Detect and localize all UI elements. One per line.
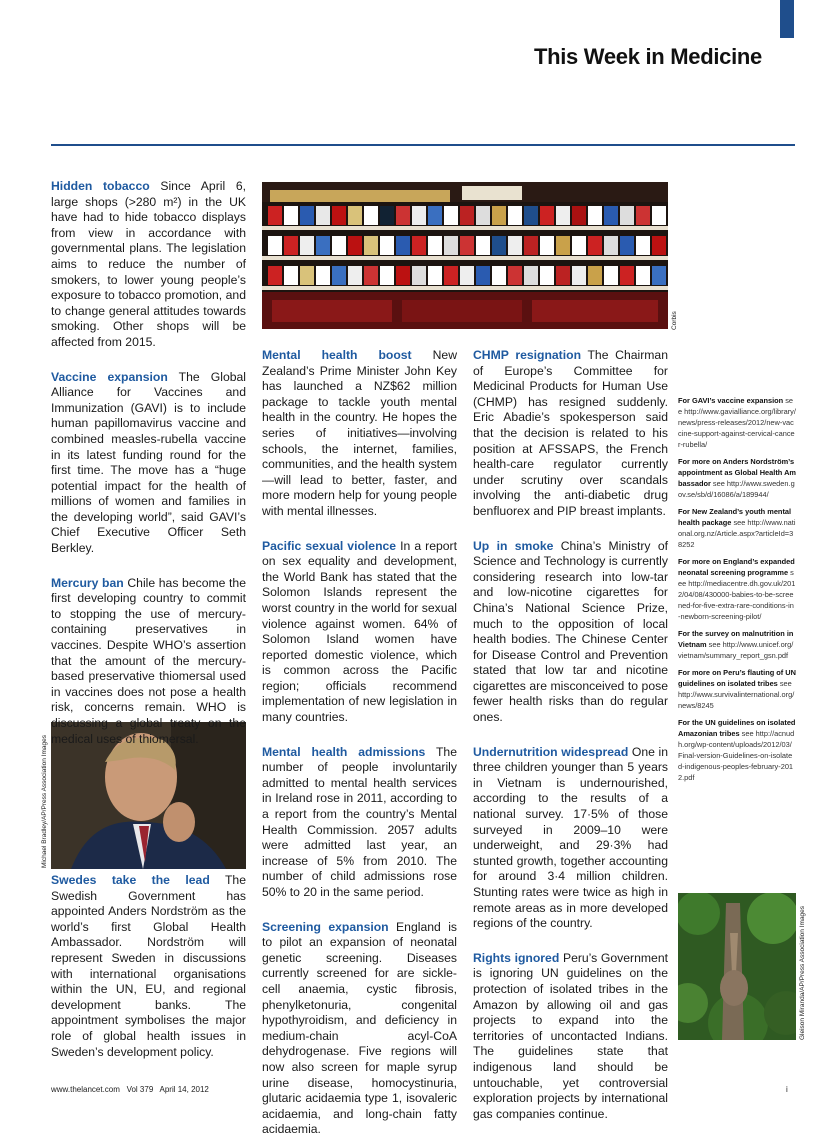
- item-heading: Screening expansion: [262, 919, 389, 934]
- photo-credit-portrait: Michael Bradley/AP/Press Association Images: [41, 735, 48, 868]
- page-title: This Week in Medicine: [533, 44, 762, 69]
- header-rule: [51, 144, 795, 146]
- news-item: [262, 348, 457, 520]
- news-item: [51, 179, 246, 351]
- sidenote-link[interactable]: see http://www.unicef.org/vietnam/summary_report_gsn.pdf: [678, 640, 794, 660]
- item-body: New Zealand’s Prime Minister John Key has launched a NZ$62 million package to tackle youth mental health in the country. He hopes the series of initiatives—involving schools, the internet, families, communities, and the health system—will lead to better, faster, and more modern help for young people with mental illnesses.: [262, 348, 457, 518]
- sidenote-lead: For New Zealand’s youth mental health package: [678, 507, 792, 527]
- sidenote-link[interactable]: see http://acnudh.org/wp-content/uploads/2012/03/Final-version-Guidelines-on-isolated-indigenous-peoples-february-2012.pdf: [678, 729, 795, 782]
- amazon-tribe-photo: [678, 893, 796, 1040]
- news-item: [262, 745, 457, 901]
- cigarette-pack-rows: [268, 206, 666, 285]
- item-heading: Hidden tobacco: [51, 179, 150, 193]
- forest-illustration: [678, 893, 796, 1040]
- sidenote: [678, 628, 796, 661]
- sidenote: [678, 717, 796, 783]
- sidenote: [678, 667, 796, 711]
- sidenote: [678, 556, 796, 622]
- news-item: [51, 873, 246, 1060]
- sidenote: [678, 456, 796, 500]
- sidenote-link[interactable]: see http://www.national.org.nz/Article.aspx?articleId=38252: [678, 518, 796, 549]
- item-heading: Rights ignored: [473, 950, 560, 965]
- column-1-lower: [51, 873, 246, 1060]
- sidenote-link[interactable]: see http://www.sweden.gov.se/sb/d/16086/a/189944/: [678, 479, 795, 499]
- photo-credit-amazon: Gleison Miranda/AP/Press Association Images: [799, 905, 806, 1040]
- item-body: The number of people involuntarily admitted to mental health services in Ireland rose in 2011, according to a report from the country’s Mental Health Commission. 2057 adults were admitted last year, an increase of 5% from 2010. The number of child admissions rose 50% to 20 in the same period.: [262, 744, 457, 899]
- tobacco-display-photo: [262, 182, 668, 329]
- news-item: [473, 951, 668, 1123]
- sidenote-link[interactable]: see http://www.gavialliance.org/library/news/press-releases/2012/new-vaccine-support-against-cervical-cancer-rubella/: [678, 396, 796, 449]
- news-item: [473, 539, 668, 726]
- item-body: England is to pilot an expansion of neonatal genetic screening. Diseases currently screened for are sickle-cell anaemia, cystic fibrosis, phenylketonuria, congenital hypothyroidism, and deficiency in medium-chain acyl-CoA dehydrogenase. Five regions will now also screen for maple syrup urine disease, homocystinuria, glutaric acidaemia type 1, isovaleric acidaemia, and long-chain fatty acidaemia.: [262, 919, 457, 1137]
- item-heading: Up in smoke: [473, 538, 554, 553]
- item-body: The Chairman of Europe’s Committee for Medicinal Products for Human Use (CHMP) has resigned suddenly. Eric Abadie’s spokesperson said that the decision is related to his position at AFSSAPS, the French health-care regulator currently under scrutiny over scandals involving the anti-diabetic drug benfluorex and PIP breast implants.: [473, 348, 668, 518]
- item-body: The Global Alliance for Vaccines and Immunization (GAVI) is to include human papillomavirus vaccine and combined measles-rubella vaccine in its latest funding round for the first time. The move has a “huge potential impact for the health of millions of women and families in the developing world”, said GAVI’s Chief Executive Officer Seth Berkley.: [51, 369, 247, 556]
- news-item: [262, 539, 457, 726]
- sidenote: [678, 506, 796, 550]
- item-body: In a report on sex equality and development, the World Bank has stated that the Solomon Islands represent the worst country in the world for sexual violence against women. 64% of Solomon Island women have reported domestic violence, which is common across the Pacific region; officials recommend implementation of new legislation in many countries.: [262, 538, 457, 725]
- news-item: [262, 920, 457, 1138]
- sidenote-lead: For more on Anders Nordström’s appointment as Global Health Ambassador: [678, 457, 796, 488]
- news-item: [473, 745, 668, 932]
- item-heading: Vaccine expansion: [51, 369, 168, 384]
- item-body: The Swedish Government has appointed Anders Nordström as the world’s first Global Health Ambassador. Nordström will represent Sweden in discussions with international organisations within the UN, EU, and regional development banks. The appointment symbolises the major role of global health issues in Sweden’s development policy.: [51, 873, 246, 1059]
- news-item: [51, 576, 246, 748]
- news-item: [51, 370, 246, 557]
- item-heading: Pacific sexual violence: [262, 538, 397, 553]
- footer-citation: www.thelancet.com Vol 379 April 14, 2012: [51, 1085, 209, 1094]
- item-body: China’s Ministry of Science and Technology is currently considering research into low-tar and low-nicotine cigarettes for China’s National Science Prize, much to the opposition of local health bodies. The Chinese Center for Disease Control and Prevention stated that low tar and nicotine cigarettes are misconceived to pose fewer health risks than do regular ones.: [473, 538, 669, 725]
- sidenote-lead: For GAVI’s vaccine expansion: [678, 396, 784, 405]
- item-heading: Swedes take the lead: [51, 873, 210, 887]
- page-number: i: [786, 1085, 788, 1094]
- sidenote-lead: For the survey on malnutrition in Vietnam: [678, 629, 794, 649]
- item-heading: Mental health boost: [262, 348, 412, 362]
- item-heading: Mercury ban: [51, 575, 124, 590]
- column-2: [262, 348, 457, 1138]
- sidenote-link[interactable]: see http://mediacentre.dh.gov.uk/2012/04/08/430000-babies-to-be-screened-for-five-extra-rare-conditions-in-newborn-screening-pilot/: [678, 568, 796, 621]
- sidenote-lead: For more on England’s expanded neonatal screening programme: [678, 557, 795, 577]
- sidenote-lead: For the UN guidelines on isolated Amazonian tribes: [678, 718, 796, 738]
- item-heading: Undernutrition widespread: [473, 744, 629, 759]
- item-body: One in three children younger than 5 years in Vietnam is undernourished, according to the results of a national survey. 17·5% of those surveyed in 2009–10 were underweight, and 29·3% had stunted growth, together accounting for around 3·4 million children. Stunting rates were twice as high in remote areas as in more developed regions of the country.: [473, 744, 668, 931]
- news-item: [473, 348, 668, 520]
- column-1: [51, 179, 246, 747]
- sidenote: [678, 395, 796, 450]
- tobacco-shelves-illustration: [262, 182, 668, 329]
- photo-credit-tobacco: Corbis: [671, 311, 678, 330]
- sidenotes: [678, 395, 796, 789]
- item-heading: Mental health admissions: [262, 744, 426, 759]
- sidenote-lead: For more on Peru’s flauting of UN guidelines on isolated tribes: [678, 668, 796, 688]
- column-3: [473, 348, 668, 1122]
- item-heading: CHMP resignation: [473, 348, 582, 362]
- item-body: Chile has become the first developing country to commit to stopping the use of mercury-containing preservatives in vaccines. Despite WHO’s assertion that the amount of the mercury-based preservative thiomersal used in vaccines does not pose a health risk, concerns remain. WHO is discussing a global treaty on the medical uses of thiomersal.: [51, 575, 246, 746]
- item-body: Peru’s Government is ignoring UN guidelines on the protection of isolated tribes in the Amazon by allowing oil and gas projects to expand into the territories of uncontacted Indians. The guidelines state that indigenous land should be untouchable, yet controversial exploration projects by international gas companies continue.: [473, 950, 668, 1121]
- item-body: Since April 6, large shops (>280 m²) in the UK have had to hide tobacco displays from view in accordance with governmental plans. The legislation aims to reduce the number of smokers, to lower young people’s exposure to tobacco promotion, and to change general attitudes towards smoking. Other shops will be affected from 2015.: [51, 179, 246, 349]
- sidenote-link[interactable]: see http://www.survivalinternational.org/news/8245: [678, 679, 795, 710]
- corner-accent-bar: [780, 0, 794, 38]
